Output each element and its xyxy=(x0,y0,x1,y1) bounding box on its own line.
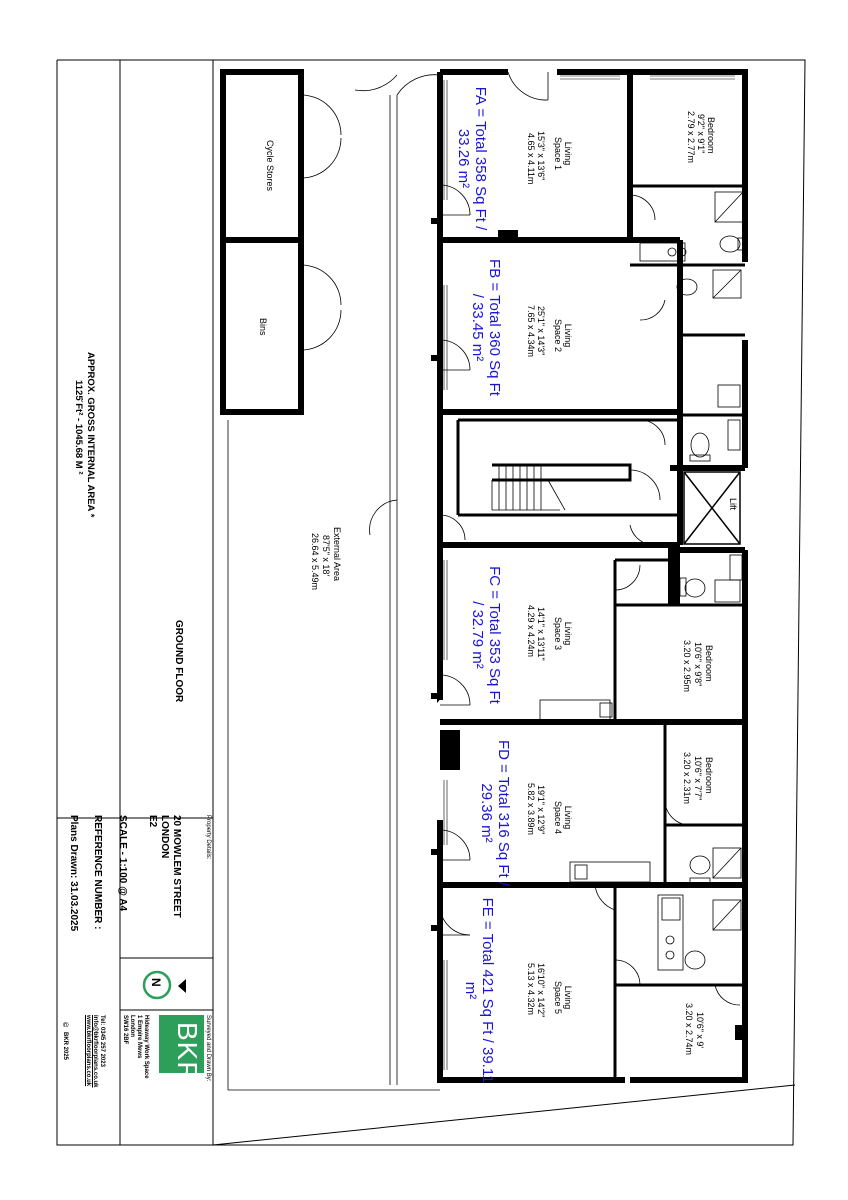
flat-c-living-metric: 4.29 x 4.24m xyxy=(526,605,536,658)
address-line2: LONDON xyxy=(159,815,170,859)
flat-d-bedroom-metric: 3.20 x 2.31m xyxy=(682,752,692,805)
flat-a-bedroom-imperial: 9'2" x 9'1" xyxy=(696,114,706,154)
store-doors xyxy=(301,95,341,350)
surveyor-addr4: SW16 2BF xyxy=(122,1015,128,1045)
stores-walls xyxy=(223,72,301,412)
bins-label: Bins xyxy=(258,318,268,336)
flat-b-living-metric: 7.65 x 4.34m xyxy=(526,305,536,358)
copyright-text: BKR 2025 xyxy=(62,1032,68,1061)
flat-e-bedroom-metric: 3.20 x 2.74m xyxy=(684,1003,694,1056)
flat-a-living-imperial: 15'3" x 13'6" xyxy=(536,131,546,181)
bkr-logo-text: BKR xyxy=(172,1022,203,1083)
fixtures xyxy=(540,192,744,970)
external-area-boundary xyxy=(228,75,440,1090)
lift-label: Lift xyxy=(728,498,738,511)
cycle-stores-label: Cycle Stores xyxy=(265,140,275,192)
floor-label: GROUND FLOOR xyxy=(173,620,184,703)
flat-e-bedroom-imperial: 10'6" x 9' xyxy=(695,1012,705,1049)
copyright-icon: © xyxy=(61,1022,68,1028)
flat-a-total: FA = Total 358 Sq Ft / 33.26 m² xyxy=(455,86,489,231)
flat-d-bedroom-imperial: 10'6" x 7'7" xyxy=(693,756,703,801)
address-line3: E2 xyxy=(147,815,158,828)
external-area-imperial: 87'5" x 18' xyxy=(321,535,331,577)
surveyor-addr1: Hideaway Work Space xyxy=(143,1015,149,1079)
flat-e-living-imperial: 16'10" x 14'2" xyxy=(536,963,546,1018)
flat-e-living-name: Living Space 5 xyxy=(553,980,573,1015)
surveyor-addr2: 1 Empire Mews xyxy=(136,1015,142,1059)
compass-letter: N xyxy=(149,978,163,987)
reference-number: REFERENCE NUMBER : xyxy=(92,815,103,930)
flat-c-bedroom-metric: 3.20 x 2.95m xyxy=(682,640,692,693)
surveyor-tel: Tel: 0345 257 2023 xyxy=(99,1015,105,1067)
surveyor-caption: Surveyed and Drawn By: xyxy=(205,1015,211,1082)
surveyor-web[interactable]: www.bkrfloorplans.co.uk xyxy=(85,1015,91,1087)
flat-d-total: FD = Total 316 Sq Ft / 29.36 m² xyxy=(478,739,512,887)
flat-d-bedroom-name: Bedroom xyxy=(704,757,714,794)
flat-d-living-name: Living Space 4 xyxy=(553,800,573,835)
gross-area-line2: 1125̆ Ft² - 1045.68 M ² xyxy=(73,380,84,475)
external-area-metric: 26.64 x 5.49m xyxy=(310,533,320,591)
flat-c-total: FC = Total 353 Sq Ft / 32.79 m² xyxy=(469,566,503,704)
scale-text: SCALE - 1:100 @ A4 xyxy=(117,815,128,912)
flat-b-total: FB = Total 360 Sq Ft / 33.45 m² xyxy=(469,259,503,396)
property-caption: Property Details: xyxy=(205,815,211,860)
flat-b-living-imperial: 25'1" x 14'3" xyxy=(536,306,546,356)
surveyor-email[interactable]: info@bkrfloorplans.co.uk xyxy=(92,1015,98,1088)
flat-d-living-imperial: 19'1" x 12'9" xyxy=(536,785,546,835)
staircase xyxy=(492,465,565,510)
flat-a-living-name: Living Space 1 xyxy=(553,136,573,171)
flat-d-living-metric: 5.82 x 3.89m xyxy=(526,783,536,836)
flat-b-living-name: Living Space 2 xyxy=(553,318,573,353)
external-area-name: External Area xyxy=(332,527,342,582)
address-line1: 20 MOWLEM STREET xyxy=(171,815,182,918)
gross-area-line1: APPROX. GROSS INTERNAL AREA * xyxy=(85,352,96,518)
flat-c-living-imperial: 14'1" x 13'11" xyxy=(536,607,546,661)
flat-a-bedroom-metric: 2.79 x 2.77m xyxy=(686,111,696,164)
flat-c-bedroom-imperial: 10'6" x 9'8" xyxy=(693,642,703,687)
flat-a-bedroom-name: Bedroom xyxy=(706,117,716,154)
flat-c-bedroom-name: Bedroom xyxy=(704,645,714,682)
flat-c-living-name: Living Space 3 xyxy=(553,616,573,651)
flat-e-total: FE = Total 421 Sq Ft / 39.11 m² xyxy=(462,897,496,1084)
flat-a-living-metric: 4.65 x 4.11m xyxy=(526,133,536,185)
flat-e-living-metric: 5.13 x 4.32m xyxy=(526,963,536,1016)
surveyor-addr3: London xyxy=(129,1015,135,1037)
plans-drawn: Plans Drawn: 31.03.2025 xyxy=(68,815,79,932)
